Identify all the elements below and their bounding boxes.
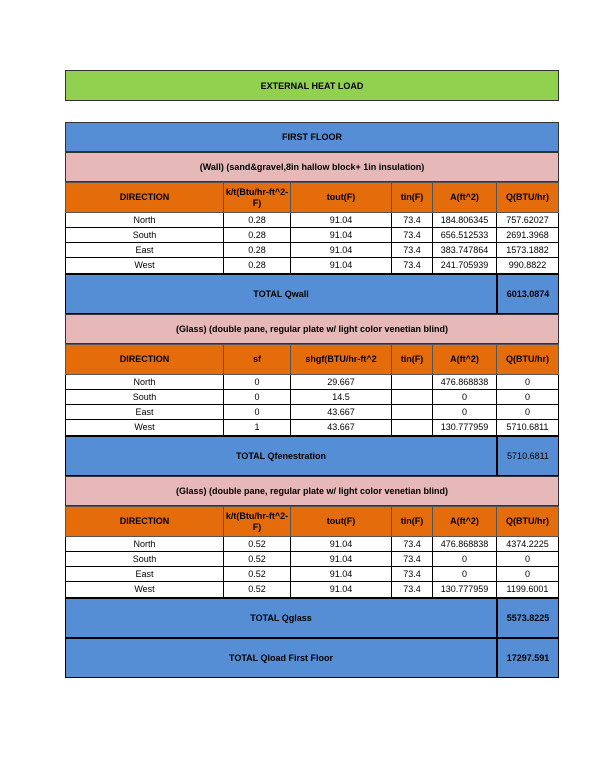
cell-tout: 91.04 bbox=[291, 537, 392, 552]
page-title-text: EXTERNAL HEAT LOAD bbox=[260, 80, 364, 91]
table-row bbox=[65, 228, 559, 243]
table-row bbox=[65, 213, 559, 228]
header-sf: sf bbox=[224, 344, 291, 375]
cell-area: 130.777959 bbox=[433, 420, 497, 436]
cell-kt: 0.28 bbox=[224, 258, 291, 274]
cell-tin: 73.4 bbox=[392, 243, 433, 258]
cell-area: 476.868838 bbox=[433, 375, 497, 390]
cell-q: 5710.6811 bbox=[497, 420, 559, 436]
header-area: A(ft^2) bbox=[433, 344, 497, 375]
glass-caption bbox=[65, 476, 559, 506]
cell-tin: 73.4 bbox=[392, 552, 433, 567]
cell-q: 1199.6001 bbox=[497, 582, 559, 598]
grand-total-row bbox=[65, 638, 559, 678]
floor-title bbox=[65, 122, 559, 152]
cell-tout: 91.04 bbox=[291, 243, 392, 258]
fenestration-total-row bbox=[65, 436, 559, 476]
fenestration-header-row bbox=[65, 344, 559, 375]
cell-tin: 73.4 bbox=[392, 213, 433, 228]
floor-title-text: FIRST FLOOR bbox=[282, 132, 342, 142]
cell-area: 130.777959 bbox=[433, 582, 497, 598]
table-row bbox=[65, 390, 559, 405]
cell-tout: 91.04 bbox=[291, 567, 392, 582]
cell-q: 0 bbox=[497, 375, 559, 390]
cell-direction: West bbox=[65, 258, 224, 274]
table-row bbox=[65, 552, 559, 567]
header-tout: tout(F) bbox=[291, 506, 392, 537]
cell-kt: 0.52 bbox=[224, 537, 291, 552]
header-q: Q(BTU/hr) bbox=[497, 182, 559, 213]
glass-header-row bbox=[65, 506, 559, 537]
header-area: A(ft^2) bbox=[433, 506, 497, 537]
cell-kt: 0.52 bbox=[224, 582, 291, 598]
total-label: TOTAL Qwall bbox=[65, 274, 497, 314]
header-shgf: shgf(BTU/hr-ft^2 bbox=[291, 344, 392, 375]
cell-tin: 73.4 bbox=[392, 567, 433, 582]
header-tout: tout(F) bbox=[291, 182, 392, 213]
table-row bbox=[65, 420, 559, 436]
total-label: TOTAL Qglass bbox=[65, 598, 497, 638]
cell-area: 656.512533 bbox=[433, 228, 497, 243]
cell-shgf: 29.667 bbox=[291, 375, 392, 390]
page-title bbox=[65, 70, 559, 101]
cell-kt: 0.52 bbox=[224, 567, 291, 582]
cell-area: 383.747864 bbox=[433, 243, 497, 258]
cell-sf: 0 bbox=[224, 375, 291, 390]
wall-caption-text: (Wall) (sand&gravel,8in hallow block+ 1in insulation) bbox=[199, 162, 425, 172]
grand-total-label: TOTAL Qload First Floor bbox=[65, 638, 497, 678]
cell-area: 184.806345 bbox=[433, 213, 497, 228]
fenestration-caption-text: (Glass) (double pane, regular plate w/ light color venetian blind) bbox=[175, 324, 449, 334]
cell-direction: East bbox=[65, 243, 224, 258]
cell-area: 0 bbox=[433, 567, 497, 582]
cell-kt: 0.28 bbox=[224, 243, 291, 258]
cell-direction: South bbox=[65, 552, 224, 567]
cell-shgf: 43.667 bbox=[291, 405, 392, 420]
cell-kt: 0.52 bbox=[224, 552, 291, 567]
wall-caption bbox=[65, 152, 559, 182]
cell-tout: 91.04 bbox=[291, 228, 392, 243]
cell-direction: West bbox=[65, 420, 224, 436]
cell-area: 476.868838 bbox=[433, 537, 497, 552]
glass-total-row bbox=[65, 598, 559, 638]
cell-q: 757.62027 bbox=[497, 213, 559, 228]
cell-q: 1573.1882 bbox=[497, 243, 559, 258]
cell-tout: 91.04 bbox=[291, 258, 392, 274]
wall-header-row bbox=[65, 182, 559, 213]
cell-q: 0 bbox=[497, 552, 559, 567]
cell-q: 0 bbox=[497, 390, 559, 405]
cell-area: 0 bbox=[433, 552, 497, 567]
header-kt: k/t(Btu/hr-ft^2-F) bbox=[224, 182, 291, 213]
cell-sf: 0 bbox=[224, 405, 291, 420]
cell-direction: North bbox=[65, 537, 224, 552]
cell-tin bbox=[392, 390, 433, 405]
cell-sf: 1 bbox=[224, 420, 291, 436]
header-tin: tin(F) bbox=[392, 506, 433, 537]
header-direction: DIRECTION bbox=[65, 506, 224, 537]
cell-q: 4374.2225 bbox=[497, 537, 559, 552]
cell-q: 0 bbox=[497, 567, 559, 582]
cell-q: 990.8822 bbox=[497, 258, 559, 274]
table-row bbox=[65, 567, 559, 582]
cell-tout: 91.04 bbox=[291, 552, 392, 567]
cell-q: 0 bbox=[497, 405, 559, 420]
cell-tin: 73.4 bbox=[392, 582, 433, 598]
total-value: 5710.6811 bbox=[497, 436, 559, 476]
cell-q: 2691.3968 bbox=[497, 228, 559, 243]
table-row bbox=[65, 258, 559, 274]
header-direction: DIRECTION bbox=[65, 182, 224, 213]
table-row bbox=[65, 375, 559, 390]
cell-tin: 73.4 bbox=[392, 258, 433, 274]
glass-caption-text: (Glass) (double pane, regular plate w/ light color venetian blind) bbox=[175, 486, 449, 496]
fenestration-caption bbox=[65, 314, 559, 344]
cell-area: 0 bbox=[433, 390, 497, 405]
header-direction: DIRECTION bbox=[65, 344, 224, 375]
table-row bbox=[65, 405, 559, 420]
cell-sf: 0 bbox=[224, 390, 291, 405]
cell-direction: East bbox=[65, 567, 224, 582]
cell-direction: South bbox=[65, 228, 224, 243]
cell-kt: 0.28 bbox=[224, 228, 291, 243]
header-tin: tin(F) bbox=[392, 344, 433, 375]
header-q: Q(BTU/hr) bbox=[497, 344, 559, 375]
cell-direction: North bbox=[65, 375, 224, 390]
cell-direction: North bbox=[65, 213, 224, 228]
cell-tout: 91.04 bbox=[291, 213, 392, 228]
cell-area: 0 bbox=[433, 405, 497, 420]
header-area: A(ft^2) bbox=[433, 182, 497, 213]
table-row bbox=[65, 537, 559, 552]
cell-tin: 73.4 bbox=[392, 228, 433, 243]
cell-area: 241.705939 bbox=[433, 258, 497, 274]
cell-shgf: 14.5 bbox=[291, 390, 392, 405]
cell-kt: 0.28 bbox=[224, 213, 291, 228]
cell-tin bbox=[392, 375, 433, 390]
cell-tin bbox=[392, 420, 433, 436]
header-tin: tin(F) bbox=[392, 182, 433, 213]
cell-tout: 91.04 bbox=[291, 582, 392, 598]
total-value: 5573.8225 bbox=[497, 598, 559, 638]
cell-direction: West bbox=[65, 582, 224, 598]
cell-tin: 73.4 bbox=[392, 537, 433, 552]
grand-total-value: 17297.591 bbox=[497, 638, 559, 678]
header-q: Q(BTU/hr) bbox=[497, 506, 559, 537]
cell-direction: South bbox=[65, 390, 224, 405]
total-label: TOTAL Qfenestration bbox=[65, 436, 497, 476]
cell-tin bbox=[392, 405, 433, 420]
wall-total-row bbox=[65, 274, 559, 314]
table-row bbox=[65, 243, 559, 258]
header-kt: k/t(Btu/hr-ft^2-F) bbox=[224, 506, 291, 537]
cell-direction: East bbox=[65, 405, 224, 420]
total-value: 6013.0874 bbox=[497, 274, 559, 314]
cell-shgf: 43.667 bbox=[291, 420, 392, 436]
table-row bbox=[65, 582, 559, 598]
